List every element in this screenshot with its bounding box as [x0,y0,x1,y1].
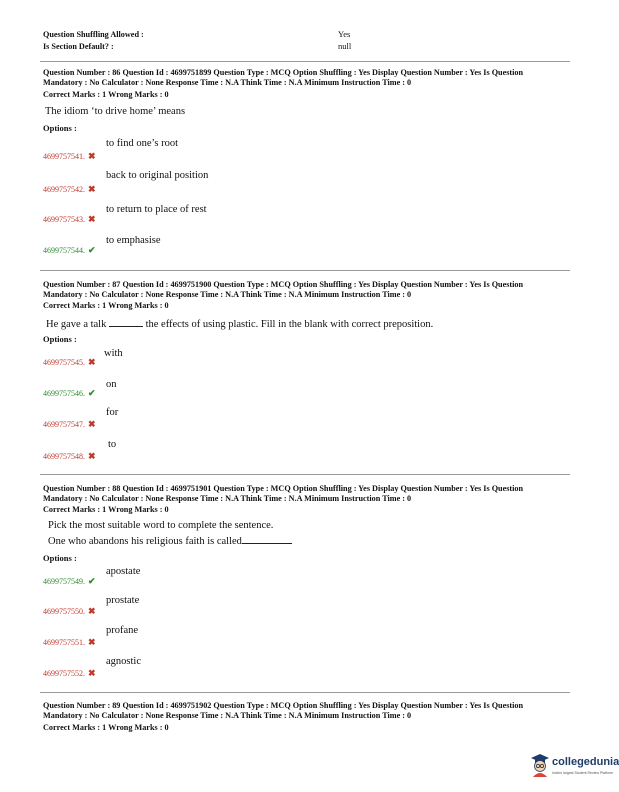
option-id: 4699757547. [43,420,85,429]
cross-icon: ✖ [88,214,96,224]
option-id: 4699757541. [43,152,85,161]
option-text: to [108,439,117,450]
collegedunia-logo [528,750,619,784]
option-text: profane [106,625,139,636]
question-86-header-line2: Mandatory : No Calculator : None Response Time : N.A Think Time : N.A Minimum Instruction Time : 0 [43,78,412,87]
shuffling-value: Yes [338,29,351,39]
option-row [43,571,96,589]
option-id: 4699757544. [43,246,85,255]
question-86-marks: Correct Marks : 1 Wrong Marks : 0 [43,90,169,99]
option-id: 4699757542. [43,185,85,194]
cross-icon: ✖ [88,419,96,429]
check-icon: ✔ [88,388,96,398]
question-87-text [46,317,433,331]
option-text: apostate [106,566,141,577]
option-row [43,632,96,650]
option-row [43,352,96,370]
option-id: 4699757546. [43,389,85,398]
section-default-value: null [338,41,352,51]
divider [40,474,570,475]
question-87-text-part1: He gave a talk [46,319,107,330]
cross-icon: ✖ [88,184,96,194]
option-row [43,146,96,164]
option-id: 4699757552. [43,669,85,678]
option-text: on [106,379,117,390]
question-88-text-line1: Pick the most suitable word to complete the sentence. [48,520,274,531]
option-id: 4699757545. [43,358,85,367]
question-89-header-line1: Question Number : 89 Question Id : 4699751902 Question Type : MCQ Option Shuffling : Yes Display Question Number : Yes Is Question [43,701,524,710]
option-row [43,446,96,464]
section-default-label: Is Section Default? : [43,42,114,51]
option-id: 4699757543. [43,215,85,224]
check-icon: ✔ [88,245,96,255]
option-text: agnostic [106,656,141,667]
question-87-header-line2: Mandatory : No Calculator : None Response Time : N.A Think Time : N.A Minimum Instruction Time : 0 [43,290,412,299]
question-88-header-line2: Mandatory : No Calculator : None Response Time : N.A Think Time : N.A Minimum Instruction Time : 0 [43,494,412,503]
option-text: prostate [106,595,140,606]
question-87-options-label: Options : [43,334,77,344]
cross-icon: ✖ [88,357,96,367]
cross-icon: ✖ [88,451,96,461]
logo-tagline: India's largest Student Review Platform [552,771,613,775]
shuffling-label: Question Shuffling Allowed : [43,30,144,39]
graduate-icon [530,753,550,777]
question-89-header-line2: Mandatory : No Calculator : None Response Time : N.A Think Time : N.A Minimum Instruction Time : 0 [43,711,412,720]
divider [40,61,570,62]
option-id: 4699757550. [43,607,85,616]
option-row [43,179,96,197]
answer-blank [242,534,292,544]
logo-name: collegedunia [552,756,619,768]
option-row [43,414,96,432]
question-89-marks: Correct Marks : 1 Wrong Marks : 0 [43,723,169,732]
option-text: back to original position [106,170,209,181]
divider [40,692,570,693]
divider [40,270,570,271]
question-86-options-label: Options : [43,123,77,133]
check-icon: ✔ [88,576,96,586]
option-row [43,240,96,258]
question-88-text-line2 [48,534,292,548]
answer-blank [109,317,143,327]
cross-icon: ✖ [88,637,96,647]
option-text: for [106,407,119,418]
option-id: 4699757549. [43,577,85,586]
question-86-text: The idiom ‘to drive home’ means [45,106,186,117]
option-text: to return to place of rest [106,204,207,215]
option-text: to find one’s root [106,138,179,149]
option-text: to emphasise [106,235,161,246]
option-text: with [104,348,123,359]
question-86-header-line1: Question Number : 86 Question Id : 4699751899 Question Type : MCQ Option Shuffling : Yes Display Question Number : Yes Is Question [43,68,524,77]
option-row [43,663,96,681]
question-88-options-label: Options : [43,553,77,563]
question-87-marks: Correct Marks : 1 Wrong Marks : 0 [43,301,169,310]
question-87-text-part2: the effects of using plastic. Fill in the blank with correct preposition. [145,319,434,330]
option-id: 4699757548. [43,452,85,461]
question-88-text-line2-content: One who abandons his religious faith is called [48,536,242,547]
option-row [43,383,96,401]
option-row [43,209,96,227]
cross-icon: ✖ [88,668,96,678]
cross-icon: ✖ [88,151,96,161]
cross-icon: ✖ [88,606,96,616]
question-87-header-line1: Question Number : 87 Question Id : 4699751900 Question Type : MCQ Option Shuffling : Yes Display Question Number : Yes Is Question [43,280,524,289]
question-88-header-line1: Question Number : 88 Question Id : 4699751901 Question Type : MCQ Option Shuffling : Yes Display Question Number : Yes Is Question [43,484,524,493]
question-88-marks: Correct Marks : 1 Wrong Marks : 0 [43,505,169,514]
option-row [43,601,96,619]
option-id: 4699757551. [43,638,85,647]
